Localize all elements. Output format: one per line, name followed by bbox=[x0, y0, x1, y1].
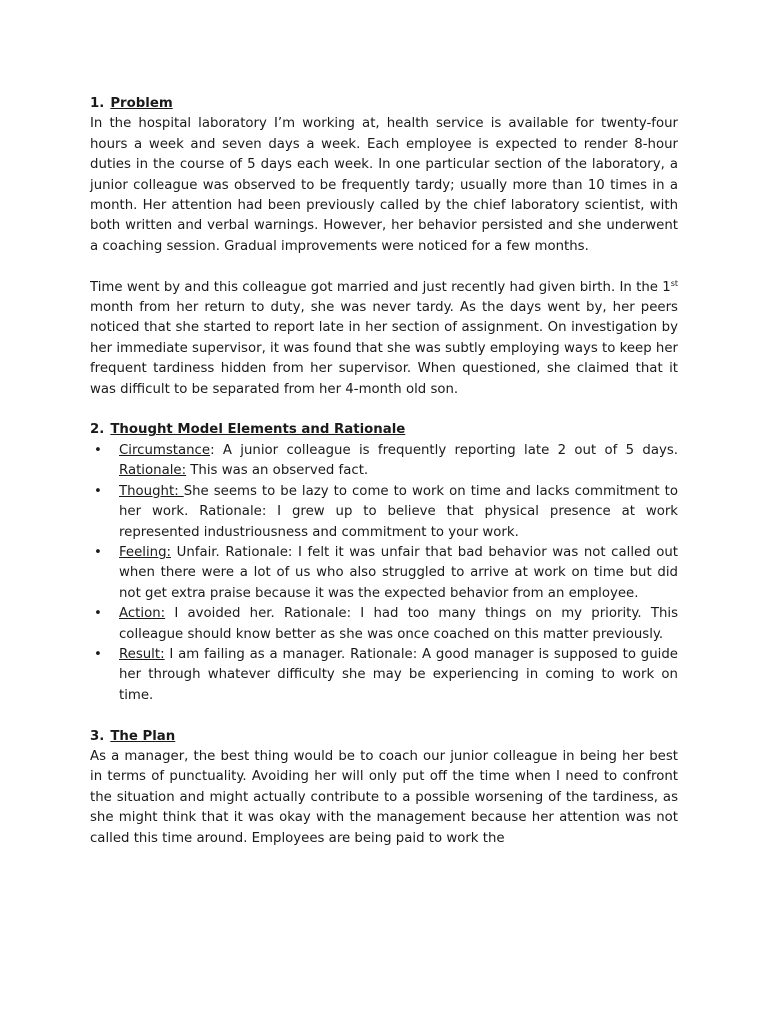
item-label: Rationale: bbox=[119, 463, 187, 479]
item-label: Action: bbox=[119, 606, 166, 622]
document-page bbox=[90, 94, 678, 849]
bullet-icon: • bbox=[94, 544, 102, 560]
item-text: I avoided her. Rationale: I had too many things on my priority. This colleague should know better as she was once coached on this matter previously. bbox=[119, 606, 678, 642]
item-label: Thought: bbox=[119, 483, 184, 499]
paragraph-spacer bbox=[90, 257, 678, 277]
paragraph-spacer bbox=[90, 706, 678, 726]
superscript-text: st bbox=[670, 278, 678, 288]
bullet-icon: • bbox=[94, 442, 102, 458]
section-heading-thought-model bbox=[90, 420, 678, 440]
section-title: Problem bbox=[110, 96, 173, 111]
section-number: 2. bbox=[90, 422, 105, 438]
bullet-icon: • bbox=[94, 646, 102, 662]
item-text: I am failing as a manager. Rationale: A good manager is supposed to guide her through whatever difficulty she may be experiencing in coming to work on time. bbox=[119, 646, 678, 703]
list-item-feeling bbox=[90, 543, 678, 604]
section-title: The Plan bbox=[110, 728, 176, 744]
paragraph-text: month from her return to duty, she was never tardy. As the days went by, her peers noticed that she started to report late in her section of assignment. On investigation by her immediate supervisor, it was found that she was subtly employing ways to keep her frequent tardiness hidden from her supervisor. When questioned, she claimed that it was difficult to be separated from her 4-month old son. bbox=[90, 300, 678, 397]
paragraph-spacer bbox=[90, 400, 678, 420]
list-item-result bbox=[90, 645, 678, 706]
item-text: This was an observed fact. bbox=[186, 463, 369, 479]
list-item-thought bbox=[90, 482, 678, 543]
problem-paragraph-1: In the hospital laboratory I’m working at, health service is available for twenty-four hours a week and seven days a week. Each employee is expected to render 8-hour duties in the course of 5 days each week. In one particular section of the laboratory, a junior colleague was observed to be frequently tardy; usually more than 10 times in a month. Her attention had been previously called by the chief laboratory scientist, with both written and verbal warnings. However, her behavior persisted and she underwent a coaching session. Gradual improvements were noticed for a few months. bbox=[90, 116, 678, 254]
list-item-circumstance bbox=[90, 441, 678, 482]
item-label: Feeling: bbox=[119, 544, 172, 560]
section-number: 1. bbox=[90, 96, 105, 111]
bullet-icon: • bbox=[94, 483, 102, 499]
problem-paragraph-2 bbox=[90, 278, 678, 400]
section-heading-problem bbox=[90, 94, 678, 114]
plan-paragraph-1: As a manager, the best thing would be to coach our junior colleague in being her best in terms of punctuality. Avoiding her will only put off the time when I need to confront the situation and might actually contribute to a possible worsening of the tardiness, as she might think that it was okay with the management because her attention was not called this time around. Employees are being paid to work the bbox=[90, 748, 678, 846]
item-label: Circumstance bbox=[119, 442, 211, 458]
paragraph-text: Time went by and this colleague got married and just recently had given birth. In the 1 bbox=[90, 279, 671, 295]
thought-model-list bbox=[90, 441, 678, 706]
item-text: She seems to be lazy to come to work on time and lacks commitment to her work. Rationale: I grew up to believe that physical presence at work represented industriousness and commitment to your work. bbox=[119, 483, 678, 540]
item-text: : A junior colleague is frequently reporting late 2 out of 5 days. bbox=[210, 442, 678, 458]
item-text: Unfair. Rationale: I felt it was unfair that bad behavior was not called out when there were a lot of us who also struggled to arrive at work on time but did not get extra praise because it was the expected behavior from an employee. bbox=[119, 544, 678, 601]
item-label: Result: bbox=[119, 646, 165, 662]
section-title: Thought Model Elements and Rationale bbox=[110, 422, 406, 438]
section-heading-plan bbox=[90, 727, 678, 747]
section-number: 3. bbox=[90, 728, 105, 744]
bullet-icon: • bbox=[94, 606, 102, 622]
list-item-action bbox=[90, 604, 678, 645]
